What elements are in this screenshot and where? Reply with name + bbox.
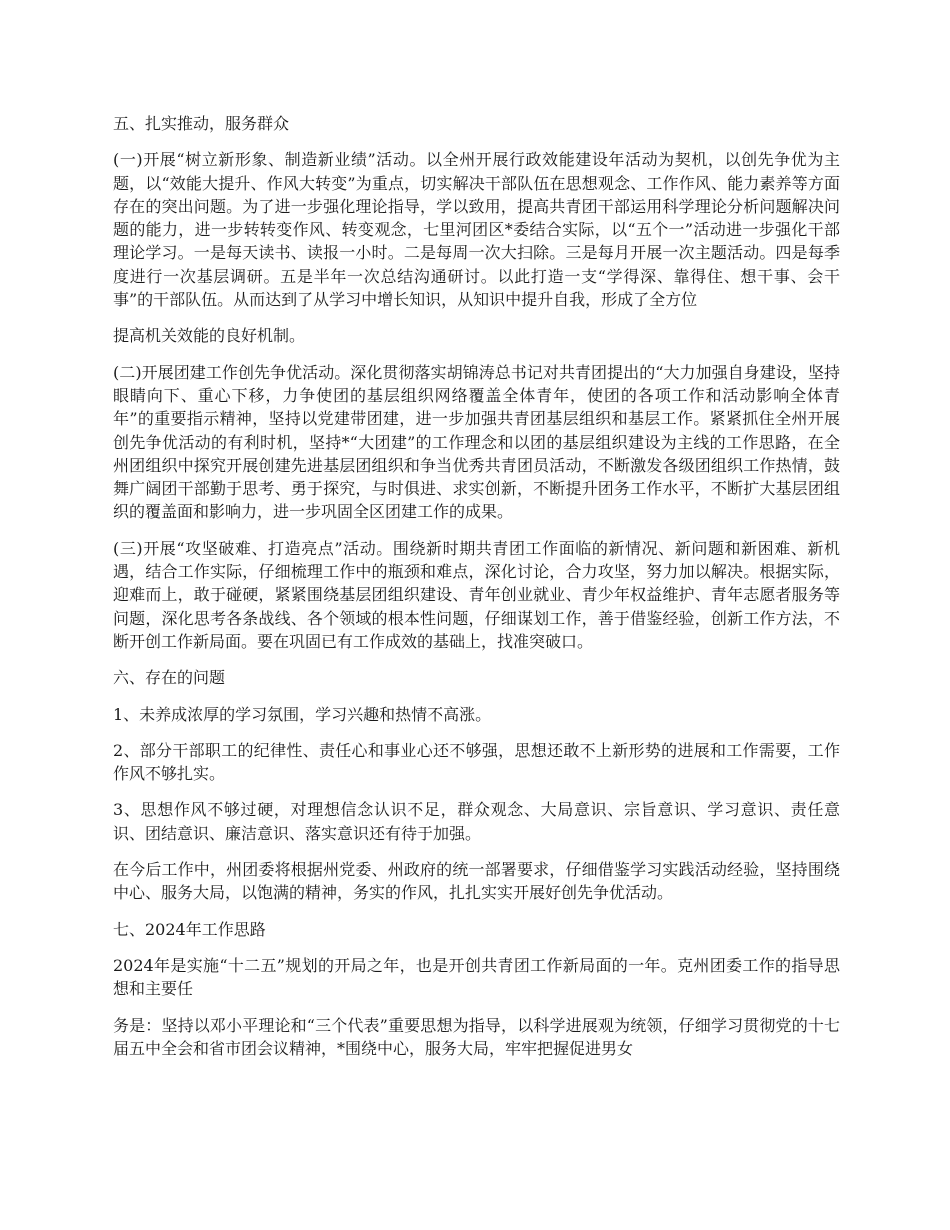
problem-item-3: 3、思想作风不够过硬，对理想信念认识不足，群众观念、大局意识、宗旨意识、学习意识、责任意识、团结意识、廉洁意识、落实意识还有待于加强。 <box>113 800 840 843</box>
document-page <box>113 112 840 1073</box>
paragraph-continuation: 提高机关效能的良好机制。 <box>113 326 306 346</box>
paragraph-activity-one: (一)开展“树立新形象、制造新业绩”活动。以全州开展行政效能建设年活动为契机，以创先争优为主题，以“效能大提升、作风大转变”为重点，切实解决干部队伍在思想观念、工作作风、能力素养等方面存在的突出问题。为了进一步强化理论指导，学以致用，提高共青团干部运用科学理论分析问题解决问题的能力，进一步转转变作风、转变观念，七里河团区*委结合实际，以“五个一”活动进一步强化干部理论学习。一是每天读书、读报一小时。二是每周一次大扫除。三是每月开展一次主题活动。四是每季度进行一次基层调研。五是半年一次总结沟通研讨。以此打造一支“学得深、靠得住、想干事、会干事”的干部队伍。从而达到了从学习中增长知识，从知识中提升自我，形成了全方位 <box>113 150 840 310</box>
paragraph-activity-two: (二)开展团建工作创先争优活动。深化贯彻落实胡锦涛总书记对共青团提出的“大力加强自身建设，坚持眼睛向下、重心下移，力争使团的基层组织网络覆盖全体青年，使团的各项工作和活动影响全体青年”的重要指示精神，坚持以党建带团建，进一步加强共青团基层组织和基层工作。紧紧抓住全州开展创先争优活动的有利时机，坚持*“大团建”的工作理念和以团的基层组织建设为主线的工作思路，在全州团组织中探究开展创建先进基层团组织和争当优秀共青团员活动，不断激发各级团组织工作热情，鼓舞广阔团干部勤于思考、勇于探究，与时俱进、求实创新，不断提升团务工作水平，不断扩大基层团组织的覆盖面和影响力，进一步巩固全区团建工作的成果。 <box>113 362 840 522</box>
section-heading-seven: 七、2024年工作思路 <box>113 919 266 939</box>
section-heading-five: 五、扎实推动，服务群众 <box>113 114 290 133</box>
paragraph-2024-intro: 2024年是实施“十二五”规划的开局之年，也是开创共青团工作新局面的一年。克州团委工作的指导思想和主要任 <box>113 955 840 999</box>
problem-item-1: 1、未养成浓厚的学习氛围，学习兴趣和热情不高涨。 <box>113 704 492 724</box>
paragraph-2024-tasks: 务是：坚持以邓小平理论和“三个代表”重要思想为指导，以科学进展观为统领，仔细学习贯彻党的十七届五中全会和省市团会议精神，*围绕中心，服务大局，牢牢把握促进男女 <box>113 1015 840 1058</box>
paragraph-future-work: 在今后工作中，州团委将根据州党委、州政府的统一部署要求，仔细借鉴学习实践活动经验，坚持围绕中心、服务大局，以饱满的精神，务实的作风，扎扎实实开展好创先争优活动。 <box>113 860 840 903</box>
problem-item-2: 2、部分干部职工的纪律性、责任心和事业心还不够强，思想还敢不上新形势的进展和工作需要，工作作风不够扎实。 <box>113 740 840 784</box>
section-heading-six: 六、存在的问题 <box>113 668 226 688</box>
paragraph-activity-three: (三)开展“攻坚破难、打造亮点”活动。围绕新时期共青团工作面临的新情况、新问题和新困难、新机遇，结合工作实际，仔细梳理工作中的瓶颈和难点，深化讨论，合力攻坚，努力加以解决。根据实际，迎难而上，敢于碰硬，紧紧围绕基层团组织建设、青年创业就业、青少年权益维护、青年志愿者服务等问题，深化思考各条战线、各个领域的根本性问题，仔细谋划工作，善于借鉴经验，创新工作方法，不断开创工作新局面。要在巩固已有工作成效的基础上，找准突破口。 <box>113 538 840 651</box>
